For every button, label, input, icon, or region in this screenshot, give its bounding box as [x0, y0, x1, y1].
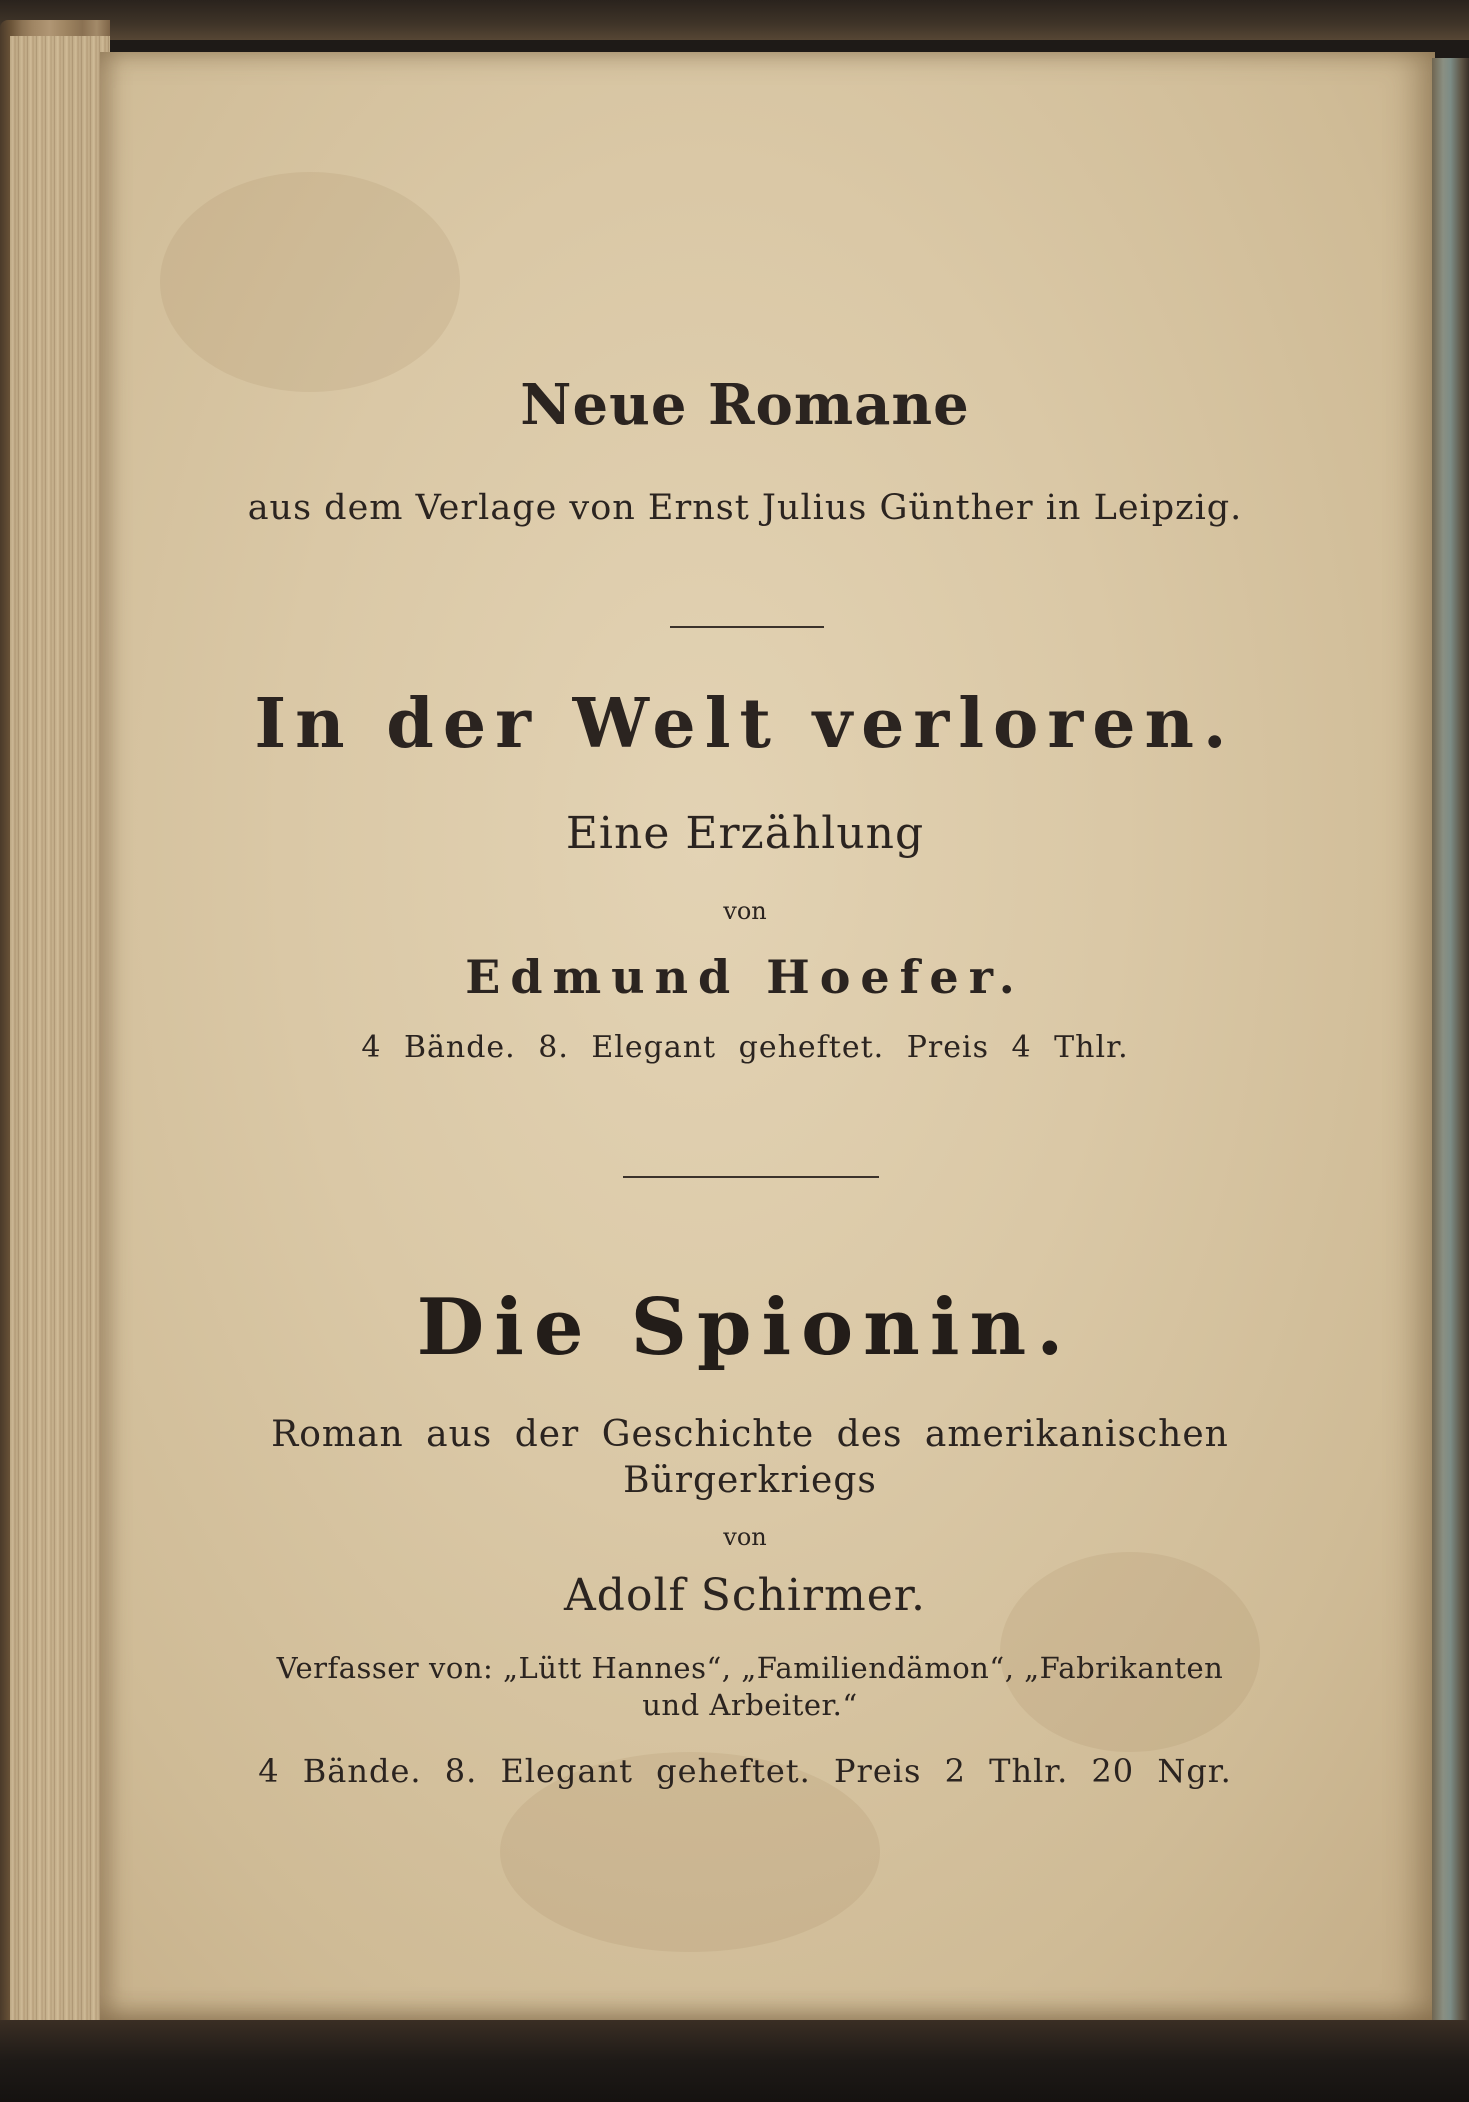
publisher-line: aus dem Verlage von Ernst Julius Günther in Leipzig. — [247, 488, 1243, 528]
page-stack — [10, 36, 110, 2046]
book-subtitle: Roman aus der Geschichte des amerikanischen Bürgerkriegs — [271, 1414, 1229, 1501]
facing-page-edge — [1432, 58, 1469, 2020]
divider-rule — [623, 1176, 879, 1178]
author-works: Verfasser von: „Lütt Hannes“, „Familiendämon“, „Fabrikanten und Arbeiter.“ — [276, 1651, 1224, 1722]
by-line: von — [723, 897, 767, 925]
book-details: 4 Bände. 8. Elegant geheftet. Preis 2 Thlr. 20 Ngr. — [258, 1752, 1232, 1790]
book-author: Adolf Schirmer. — [564, 1570, 926, 1621]
book-title: In der Welt verloren. — [254, 684, 1236, 764]
catalog-heading: Neue Romane — [520, 372, 970, 438]
paper-stain — [160, 172, 460, 392]
divider-rule — [670, 626, 824, 628]
by-line: von — [723, 1523, 767, 1551]
book-title: Die Spionin. — [416, 1282, 1074, 1373]
book-author: Edmund Hoefer. — [465, 950, 1025, 1004]
book-cover-bottom — [0, 2020, 1469, 2102]
book-cover-top — [0, 0, 1469, 40]
book-details: 4 Bände. 8. Elegant geheftet. Preis 4 Thlr. — [361, 1030, 1129, 1065]
book-subtitle: Eine Erzählung — [565, 808, 925, 859]
